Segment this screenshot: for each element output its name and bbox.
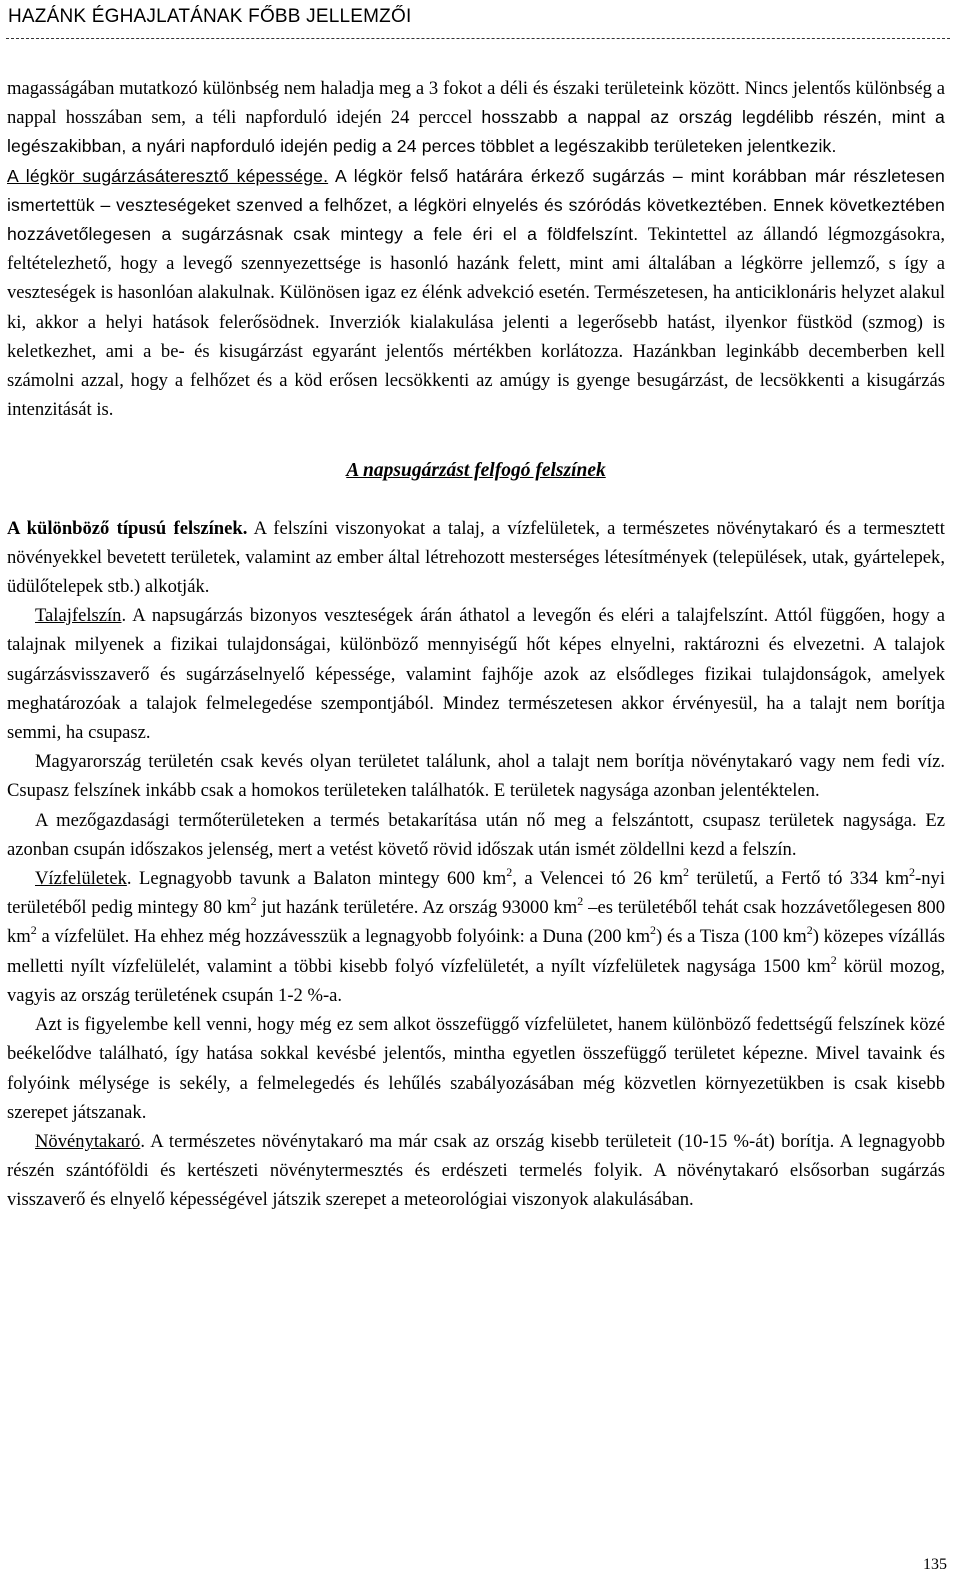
paragraph-agriculture: A mezőgazdasági termőterületeken a termés betakarítása után nő meg a felszántott, csupasz területek nagysága. Ez azonban csupán időszakos jelenség, mert a vetést követő rövid időszak után ismét zöldellni kezd a felszín. — [7, 809, 945, 860]
running-header: HAZÁNK ÉGHAJLATÁNAK FŐBB JELLEMZŐI — [8, 6, 412, 27]
paragraph-soil: Talajfelszín. A napsugárzás bizonyos veszteségek árán áthatol a levegőn és eléri a talajfelszínt. Attól függően, hogy a talajnak milyenek a fizikai tulajdonságai, különböző mennyiségű hőt képes elnyelni, raktározni és elvezetni. A talajok sugárzásvisszaverő és sugárzáselnyelő képessége, valamint fajhője azok az elsődleges fizikai tulajdonságok, amelyek meghatározóak a talajok felmelegedése szempontjából. Mindez természetesen akkor érvényesül, ha a talajt nem borítja semmi, ha csupasz. — [7, 605, 945, 744]
bold-lead: A különböző típusú felszínek. — [7, 517, 248, 539]
subheading-vegetation: Növénytakaró — [35, 1130, 141, 1152]
page-number: 135 — [923, 1556, 947, 1573]
body-text — [7, 74, 945, 1215]
serif-run: Tekintettel az állandó légmozgásokra, feltételezhető, hogy a levegő szennyezettsége is hasonló hazánk felett, mint ami általában a légkörre jellemző, s így a veszteségek is hasonlóan alakulnak. Különösen igaz ez élénk advekció esetén. Természetesen, ha anticiklonáris helyzet alakul ki, akkor a helyi hatások felerősödnek. Inverziók kialakulása jelenti a legerősebb hatást, ilyenkor füstköd (szmog) is keletkezhet, ami a be- és kisugárzást egyaránt jelentős mértékben korlátozza. Hazánkban leginkább decemberben kell számolni azzal, hogy a felhőzet és a köd erősen lecsökkenti az amúgy is gyenge besugárzást, de lecsökkenti a kisugárzás intenzitását is. — [7, 224, 945, 421]
subheading-soil: Talajfelszín — [35, 605, 122, 627]
paragraph-vegetation: Növénytakaró. A természetes növénytakaró ma már csak az ország kisebb területeit (10-15 %-át) borítja. A legnagyobb részén szántóföldi és kertészeti növénytermesztés és erdészeti termelés folyik. A növénytakaró elsősorban sugárzás visszaverő és elnyelő képességével játszik szerepet a meteorológiai viszonyok alakulásában. — [7, 1130, 945, 1211]
paragraph-surface-types: A különböző típusú felszínek. A felszíni viszonyokat a talaj, a vízfelületek, a természetes növénytakaró és a termesztett növényekkel bevetett területek, valamint az ember által létrehozott mesterséges létesítmények (települések, utak, gyártelepek, üdülőtelepek stb.) alkotják. — [7, 517, 945, 598]
sans-run: A légkör felső határára érkező sugárzás – mint korábban már részletesen ismertettük – veszteségeket szenved a felhőzet, a légköri elnyelés és szóródás következtében. Ennek következtében hozzávetőlegesen a sugárzásnak csak mintegy a fele éri el a földfelszínt. — [7, 165, 945, 245]
sans-run: hosszabb a nappal az ország legdélibb részén, mint a legészakibban, a nyári napforduló idején pedig a 24 perces többlet a legészakibb területeken jelentkezik. — [7, 107, 945, 157]
paragraph-continuation: magasságában mutatkozó különbség nem haladja meg a 3 fokot a déli és északi területeink között. Nincs jelentős különbség a nappal hosszában sem, a téli napforduló idején 24 perccel hosszabb a nappal az ország legdélibb részén, mint a legészakibban, a nyári napforduló idején pedig a 24 perces többlet a legészakibb területeken jelentkezik. — [7, 78, 945, 157]
subheading-atmosphere: A légkör sugárzásáteresztő képessége. — [7, 165, 329, 186]
paragraph-water-continued: Azt is figyelembe kell venni, hogy még ez sem alkot összefüggő vízfelületet, hanem különböző fedettségű felszínek közé beékelődve található, így hatása sokkal kevésbé jelentős, mintha egyetlen összefüggő területet képezne. Mivel tavaink és folyóink mélysége is sekély, a felmelegedés és lehűlés szabályozásában még közvetlen környezetükben is csak kisebb szerepet játszanak. — [7, 1014, 945, 1123]
section-heading: A napsugárzást felfogó felszínek — [346, 460, 606, 482]
paragraph-atmosphere — [7, 162, 945, 425]
header-divider — [6, 38, 950, 39]
paragraph-bare-surfaces: Magyarország területén csak kevés olyan területet találunk, ahol a talajt nem borítja növénytakaró vagy nem fedi víz. Csupasz felszínek inkább csak a homokos területeken találhatók. E területek nagysága azonban jelentéktelen. — [7, 751, 945, 802]
subheading-water: Vízfelületek — [35, 868, 127, 890]
paragraph-water: Vízfelületek. Legnagyobb tavunk a Balaton mintegy 600 $km^2$, a Velencei tó 26 $km^2$ területű, a Fertő tó 334 $km^2$-nyi területéből pedig mintegy 80 $km^2$ jut hazánk területére. Az ország 93000 $km^2$ –es területéből tehát csak hozzávetőlegesen 800 $km^2$ a vízfelület. Ha ehhez még hozzávesszük a legnagyobb folyóink: a Duna (200 $km^2$) és a Tisza (100 $km^2$) közepes vízállás melletti nyílt vízfelülelét, valamint a többi kisebb folyó vízfelületét, a nyílt vízfelületek nagysága 1500 $km^2$ körül mozog, vagyis az ország területének csupán 1-2 %-a. — [7, 865, 946, 1006]
